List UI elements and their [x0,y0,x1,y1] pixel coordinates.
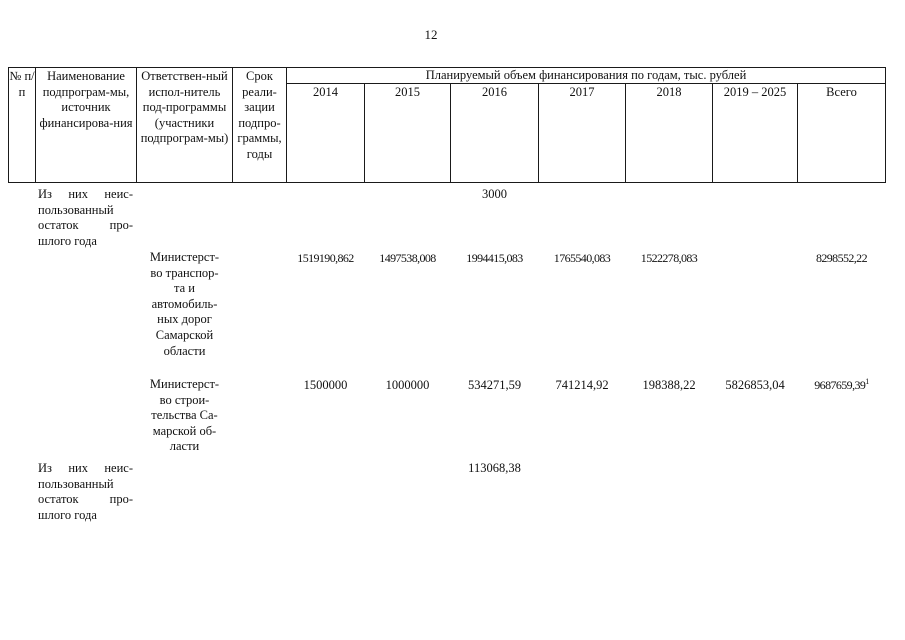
header-col-name: Наименование подпрограм-мы, источник финансирова-ния [39,69,133,130]
header-col-no: № п/п [9,69,35,99]
row2-value-2018: 1522278,083 [640,251,698,265]
row4-value-2016: 113068,38 [468,461,521,475]
row2-executor-line: Министерст- [149,250,220,264]
header-divider-1 [35,67,36,183]
row1-name-line: Из них неис- [38,187,133,201]
header-year-2014: 2014 [313,85,338,99]
header-bottom-border [8,182,886,183]
row2-value-2015: 1497538,008 [379,251,436,265]
row3-executor-line: марской об- [152,423,217,438]
header-year-2015: 2015 [395,85,420,99]
row3-total-amount: 9687659,39 [814,378,866,392]
row3-executor-line: ласти [169,439,200,454]
row3-value-2015: 1000000 [385,378,430,392]
table-header [0,0,905,200]
row2-executor-line: Самарской [155,327,214,342]
row3-value-2016: 534271,59 [467,378,522,392]
row2-executor-line: та и [174,281,195,296]
row2-executor-line: во транспор- [150,265,219,280]
header-year-2019-2025: 2019 – 2025 [723,85,787,99]
row3-value-2017: 741214,92 [555,378,609,392]
footnote-marker: 1 [865,377,869,386]
header-year-2017: 2017 [569,85,595,99]
header-divider-3 [232,67,233,183]
row4-name-line: Из них неис- [38,461,133,475]
row1-name [38,187,133,249]
row3-value-2019-2025: 5826853,04 [725,378,785,392]
row2-value-2017: 1765540,083 [553,251,611,265]
header-col-term: Срок реали-зации подпро-граммы, годы [237,69,282,161]
row2-executor-line: области [163,343,206,358]
row3-value-total [798,378,885,393]
row3-executor-line: во строи- [159,392,210,407]
row2-value-2014: 1519190,862 [297,251,354,265]
row3-executor-line: Министерст- [149,377,220,391]
row2-value-2016: 1994415,083 [466,251,523,265]
row2-executor [139,250,230,359]
row4-name [38,461,133,523]
row2-executor-line: ных дорог [157,312,212,327]
row2-value-total: 8298552,22 [815,251,867,265]
row4-name-line: остаток про- [38,492,133,507]
row1-value-2016: 3000 [482,187,507,201]
row4-name-line: пользованный [38,476,114,491]
header-group-title: Планируемый объем финансирования по годам, тыс. рублей [425,68,747,82]
row3-executor [139,377,230,455]
header-year-2016: 2016 [482,85,507,99]
row4-name-line: шлого года [38,507,97,522]
row3-value-2014: 1500000 [303,378,348,392]
header-border-right [885,67,886,183]
row1-name-line: остаток про- [38,218,133,233]
row1-name-line: шлого года [38,233,97,248]
header-total: Всего [826,85,857,99]
row2-executor-line: автомобиль- [151,296,218,311]
header-col-executor: Ответствен-ный испол-нитель под-программы (участники подпрограм-мы) [140,69,229,145]
page-number: 12 [424,27,438,42]
header-year-2018: 2018 [656,85,682,99]
header-divider-2 [136,67,137,183]
row1-name-line: пользованный [38,202,114,217]
row3-executor-line: тельства Са- [151,408,218,423]
row3-value-2018: 198388,22 [642,378,696,392]
